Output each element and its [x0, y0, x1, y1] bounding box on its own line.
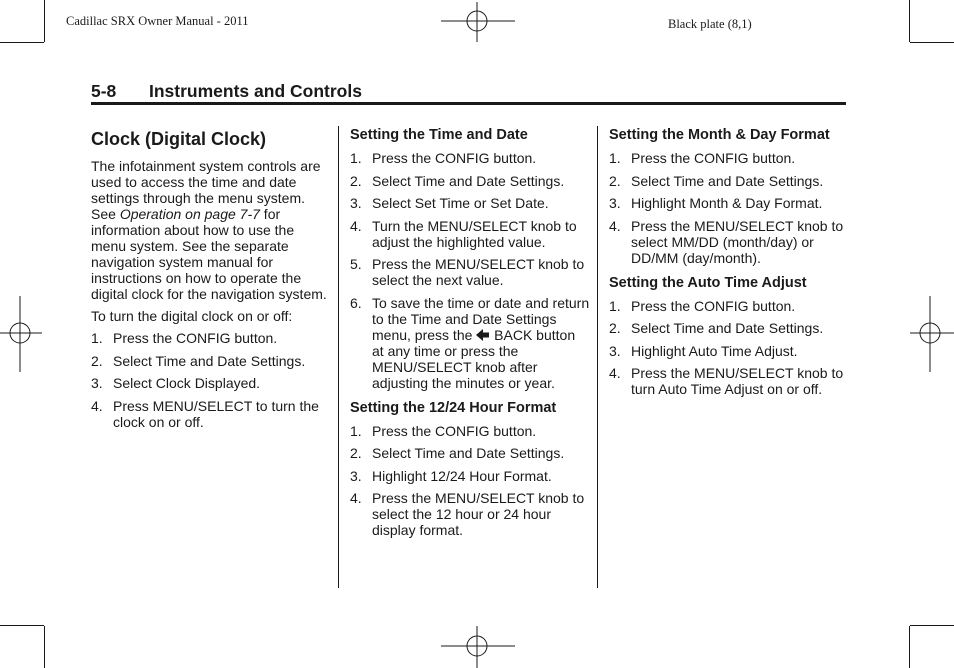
list-item: 3. Highlight 12/24 Hour Format.: [350, 467, 552, 484]
subheading-auto-time: Setting the Auto Time Adjust: [609, 274, 807, 291]
list-item: 3. Highlight Auto Time Adjust.: [609, 342, 798, 359]
list-item: 2. Select Time and Date Settings.: [609, 320, 824, 336]
subheading-month-day: Setting the Month & Day Format: [609, 127, 830, 143]
heading-rule: [91, 102, 846, 105]
list-item: 3. Select Clock Displayed.: [91, 375, 261, 391]
registration-mark-icon: [910, 296, 954, 372]
registration-mark-icon: [441, 2, 515, 42]
crop-mark: [910, 42, 954, 43]
column-divider: [338, 126, 339, 588]
clock-steps-list: [91, 330, 331, 430]
list-item: 3. Highlight Month & Day Format.: [609, 195, 823, 211]
list-item: 4. Press the MENU/SELECT knob to turn Auto Time Adjust on or off.: [609, 365, 844, 397]
list-item: 4. Turn the MENU/SELECT knob to adjust the highlighted value.: [350, 217, 577, 250]
list-item: 3. Select Set Time or Set Date.: [350, 195, 549, 211]
back-arrow-icon: [476, 329, 490, 341]
crop-mark: [44, 626, 45, 668]
cross-reference-link[interactable]: Operation on page 7-7: [119, 206, 260, 222]
crop-mark: [0, 625, 44, 626]
column-1: [91, 126, 331, 438]
list-item: 1. Press the CONFIG button.: [609, 150, 796, 166]
page-number: 5-8: [91, 81, 117, 101]
list-item: 2. Select Time and Date Settings.: [609, 172, 824, 189]
list-item: 1. Press the CONFIG button.: [350, 422, 537, 439]
list-item: 4. Press the MENU/SELECT knob to select MM/DD (month/day) or DD/MM (day/month).: [609, 217, 844, 266]
crop-mark: [909, 0, 910, 42]
list-item: 4. Press MENU/SELECT to turn the clock on or off.: [91, 397, 319, 430]
column-2: [350, 126, 590, 546]
crop-mark: [0, 42, 44, 43]
intro-paragraph: The infotainment system controls are used to access the time and date settings through the menu system. See Operation on page 7-7 for information about how to use the menu system. See the separate navigation system manual for instructions on how to operate the digital clock for the navigation system.: [91, 158, 327, 302]
crop-mark: [909, 626, 910, 668]
month-day-steps-list: [609, 150, 849, 266]
list-item: 5. Press the MENU/SELECT knob to select the next value.: [350, 256, 585, 288]
registration-mark-icon: [0, 296, 42, 372]
list-item: 6. To save the time or date and return to the Time and Date Settings menu, press the BACK button at any time or press the MENU/SELECT knob after adjusting the minutes or year.: [350, 294, 590, 391]
list-item: 2. Select Time and Date Settings.: [350, 445, 565, 461]
section-title: Instruments and Controls: [149, 81, 362, 101]
section-heading: [91, 81, 362, 102]
crop-mark: [44, 0, 45, 42]
subheading-time-date: Setting the Time and Date: [350, 127, 528, 143]
crop-mark: [910, 625, 954, 626]
list-item: 1. Press the CONFIG button.: [91, 330, 278, 346]
manual-title: Cadillac SRX Owner Manual - 2011: [66, 14, 249, 28]
auto-time-steps-list: [609, 298, 849, 398]
registration-mark-icon: [441, 626, 515, 668]
hour-format-steps-list: [350, 423, 590, 539]
list-item: 1. Press the CONFIG button.: [350, 150, 537, 166]
column-3: [609, 126, 849, 405]
column-divider: [597, 126, 598, 588]
plate-label: Black plate (8,1): [668, 17, 752, 31]
time-date-steps-list: [350, 150, 590, 391]
subheading-hour-format: Setting the 12/24 Hour Format: [350, 399, 557, 416]
lead-text: To turn the digital clock on or off:: [91, 308, 293, 324]
list-item: 2. Select Time and Date Settings.: [91, 352, 306, 369]
list-item: 2. Select Time and Date Settings.: [350, 172, 565, 189]
list-item: 4. Press the MENU/SELECT knob to select the 12 hour or 24 hour display format.: [350, 490, 585, 538]
list-item: 1. Press the CONFIG button.: [609, 297, 796, 314]
article-title: Clock (Digital Clock): [91, 129, 267, 149]
